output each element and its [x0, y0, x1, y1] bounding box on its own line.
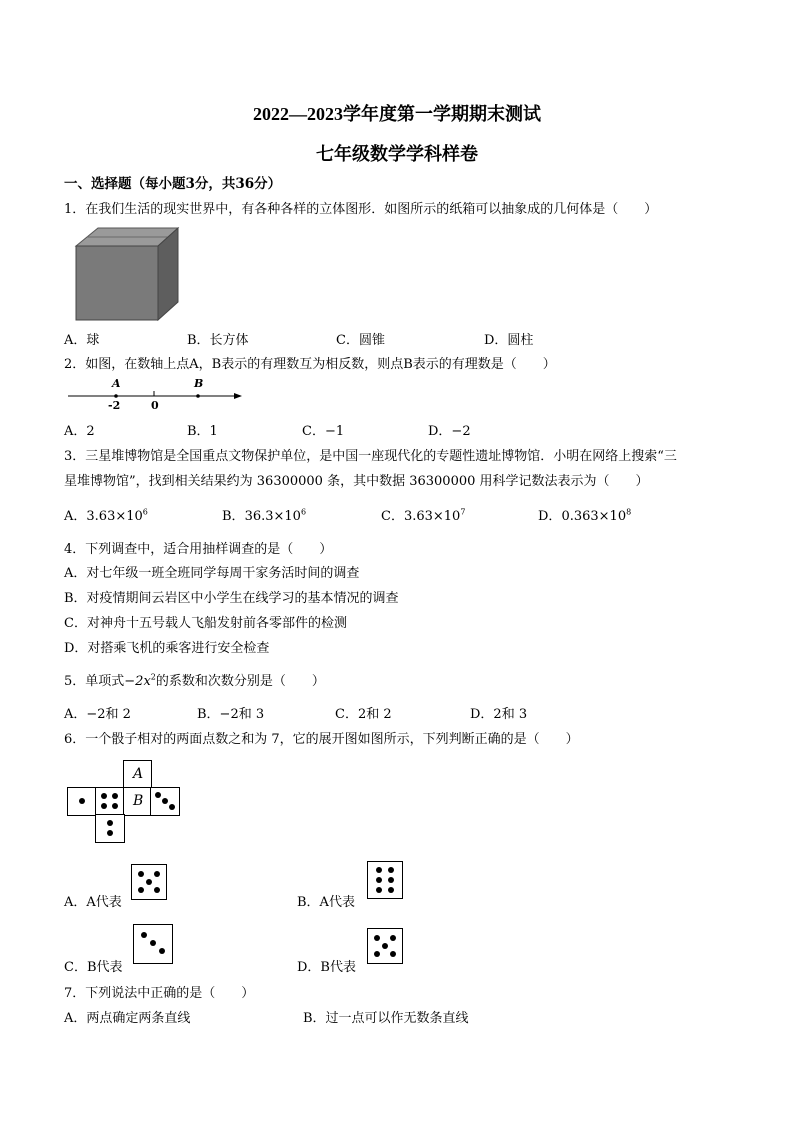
exam-title: 2022—2023学年度第一学期期末测试 — [253, 104, 541, 124]
point-a-label: A — [112, 377, 121, 390]
q5-option-b: B．−2和 3 — [197, 707, 265, 722]
dice-six-icon — [367, 861, 403, 899]
q1-stem: 1．在我们生活的现实世界中，有各种各样的立体图形．如图所示的纸箱可以抽象成的几何体是（ ） — [64, 202, 658, 217]
q6-stem: 6．一个骰子相对的两面点数之和为 7，它的展开图如图所示，下列判断正确的是（ ） — [64, 732, 579, 747]
net-cell-a — [123, 760, 152, 789]
q5-option-a: A．−2和 2 — [64, 707, 131, 722]
q6-option-c: C．B代表 — [64, 960, 123, 975]
q3-stem-line2: 星堆博物馆”，找到相关结果约为 36300000 条，其中数据 36300000 用科学记数法表示为（ ） — [64, 474, 649, 489]
net-cell-four — [95, 787, 125, 816]
q5-stem: 5．单项式$-2x^2$的系数和次数分别是（ ） — [64, 672, 325, 689]
q6-option-d: D．B代表 — [297, 960, 356, 975]
q7-option-b: B．过一点可以作无数条直线 — [303, 1011, 469, 1026]
q5-option-d: D．2和 3 — [470, 707, 528, 722]
q3-option-c: C．$3.63\times 10^7$ — [381, 507, 466, 524]
q7-option-a: A．两点确定两条直线 — [64, 1011, 191, 1026]
net-cell-b — [123, 787, 152, 816]
q4-option-c: C．对神舟十五号载人飞船发射前各零部件的检测 — [64, 616, 347, 631]
exam-subtitle: 七年级数学学科样卷 — [316, 144, 478, 164]
q1-option-c: C．圆锥 — [336, 333, 385, 348]
q4-option-d: D．对搭乘飞机的乘客进行安全检查 — [64, 641, 270, 656]
q3-option-a: A．$3.63\times 10^6$ — [64, 507, 148, 524]
point-b-label: B — [194, 377, 204, 390]
q4-option-b: B．对疫情期间云岩区中小学生在线学习的基本情况的调查 — [64, 591, 399, 606]
q5-option-c: C．2和 2 — [335, 707, 392, 722]
q3-option-b: B．$36.3\times 10^6$ — [222, 507, 307, 524]
net-cell-one — [67, 787, 97, 816]
q6-option-b: B．A代表 — [297, 895, 355, 910]
q4-option-a: A．对七年级一班全班同学每周干家务活时间的调查 — [64, 566, 360, 581]
q3-stem-line1: 3．三星堆博物馆是全国重点文物保护单位，是中国一座现代化的专题性遗址博物馆．小明在网络上搜索“三 — [64, 449, 677, 464]
q3-option-d: D．$0.363\times 10^8$ — [538, 507, 632, 524]
net-cell-three — [150, 787, 180, 816]
dice-three-icon — [133, 924, 173, 964]
q2-option-c: C．−1 — [302, 424, 345, 439]
q1-option-d: D．圆柱 — [484, 333, 534, 348]
q1-option-b: B．长方体 — [187, 333, 249, 348]
section-heading: 一、选择题（每小题3分，共36分） — [64, 176, 282, 192]
q2-option-a: A．2 — [64, 424, 95, 439]
q7-stem: 7．下列说法中正确的是（ ） — [64, 986, 255, 1001]
net-cell-b-label: B — [133, 793, 144, 809]
tick-neg2: -2 — [108, 399, 121, 412]
q1-option-a: A．球 — [64, 333, 100, 348]
q6-option-a: A．A代表 — [64, 895, 122, 910]
tick-zero: 0 — [151, 399, 159, 412]
q2-option-d: D．−2 — [428, 424, 471, 439]
q2-stem: 2．如图，在数轴上点A，B表示的有理数互为相反数，则点B表示的有理数是（ ） — [64, 357, 556, 372]
net-cell-a-label: A — [133, 766, 144, 782]
q2-option-b: B．1 — [187, 424, 218, 439]
dice-five-icon-2 — [367, 928, 403, 964]
dice-five-icon — [131, 864, 167, 900]
cardboard-box-image — [70, 224, 182, 324]
net-cell-two — [95, 814, 125, 843]
q4-stem: 4．下列调查中，适合用抽样调查的是（ ） — [64, 542, 333, 557]
